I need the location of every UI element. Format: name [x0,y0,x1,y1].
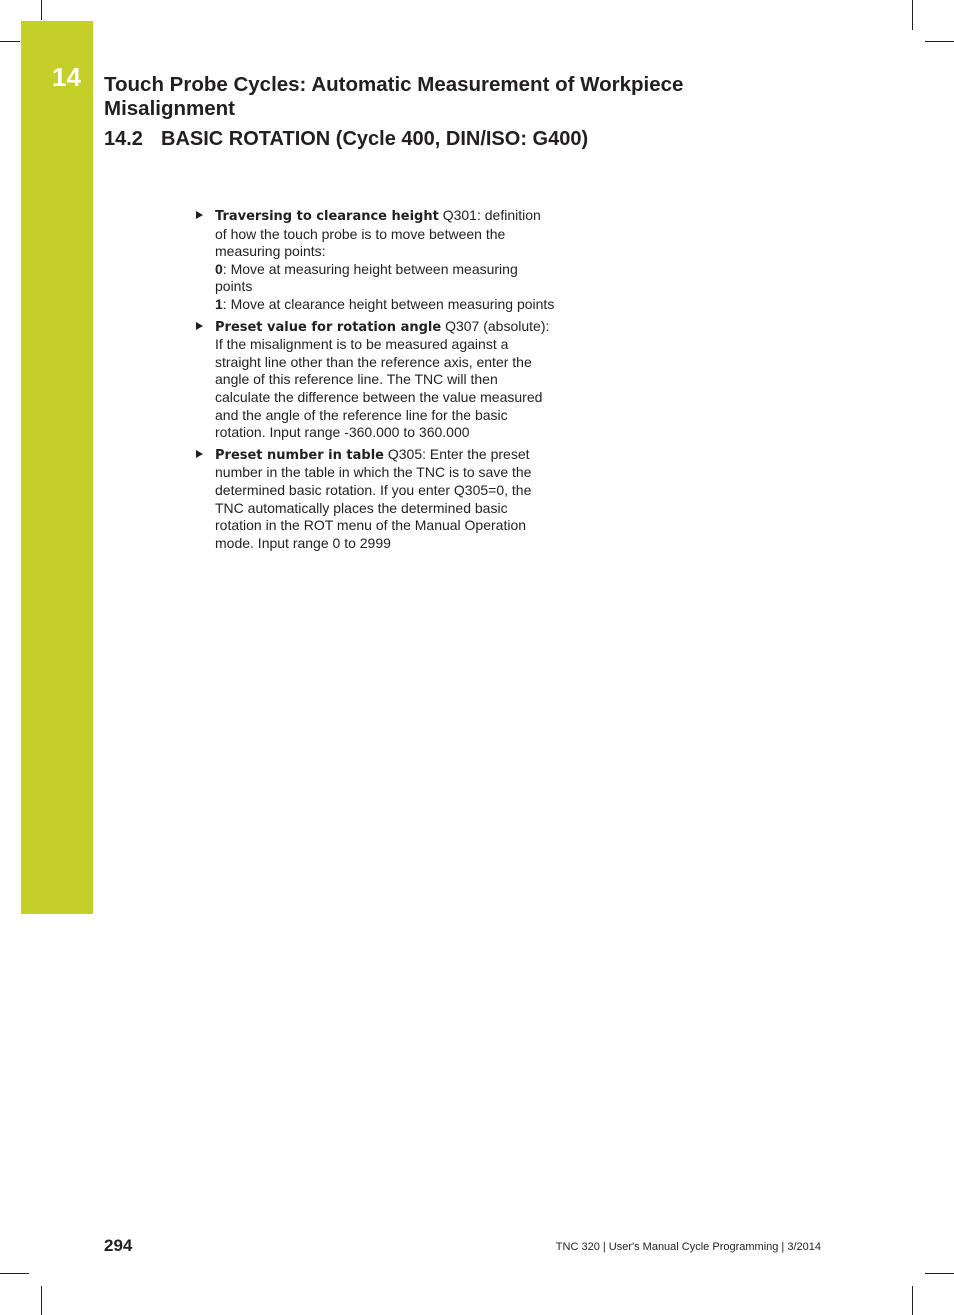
parameter-description: Q301: definition of how the touch probe is to move between the measuring points: [215,207,541,260]
section-heading [104,128,588,151]
option-code: 0 [215,260,223,277]
parameter-list [194,207,556,556]
page-number: 294 [104,1236,133,1255]
option-text: : Move at measuring height between measuring points [215,260,518,295]
chapter-side-bar [21,21,93,914]
parameter-name: Preset value for rotation angle [215,319,442,335]
option-text: : Move at clearance height between measuring points [222,295,555,312]
list-item [194,446,556,553]
parameter-name: Preset number in table [215,447,384,463]
crop-mark-bottom-left-vertical [41,1286,42,1315]
parameter-name: Traversing to clearance height [215,209,439,224]
bullet-arrow-icon [196,450,203,458]
crop-mark-top-left-horizontal [0,41,20,42]
crop-mark-top-left-vertical [41,0,42,20]
crop-mark-top-right-vertical [912,0,913,30]
chapter-title: Touch Probe Cycles: Automatic Measurement of Workpiece Misalignment [104,73,684,120]
list-item [194,207,556,314]
crop-mark-top-right-horizontal [925,41,954,42]
crop-mark-bottom-right-vertical [912,1286,913,1315]
parameter-description: Q307 (absolute): If the misalignment is to be measured against a straight line other than the reference axis, enter the angle of this reference line. The TNC will then calculate the difference between the value measured and the angle of the reference line for the basic rotation. Input range -360.000 to 360.000 [215,317,550,441]
bullet-arrow-icon [196,322,203,330]
crop-mark-bottom-right-horizontal [925,1273,954,1274]
section-number: 14.2 [104,128,143,150]
footer-text: TNC 320 | User's Manual Cycle Programming | 3/2014 [555,1241,821,1253]
bullet-arrow-icon [196,211,203,219]
crop-mark-bottom-left-horizontal [0,1273,29,1274]
chapter-number: 14 [52,62,81,92]
option-code: 1 [215,295,223,312]
parameter-description: Q305: Enter the preset number in the table in which the TNC is to save the determined basic rotation. If you enter Q305=0, the TNC automatically places the determined basic rotation in the ROT menu of the Manual Operation mode. Input range 0 to 2999 [215,445,532,551]
list-item [194,318,556,442]
section-title: BASIC ROTATION (Cycle 400, DIN/ISO: G400) [161,128,589,150]
